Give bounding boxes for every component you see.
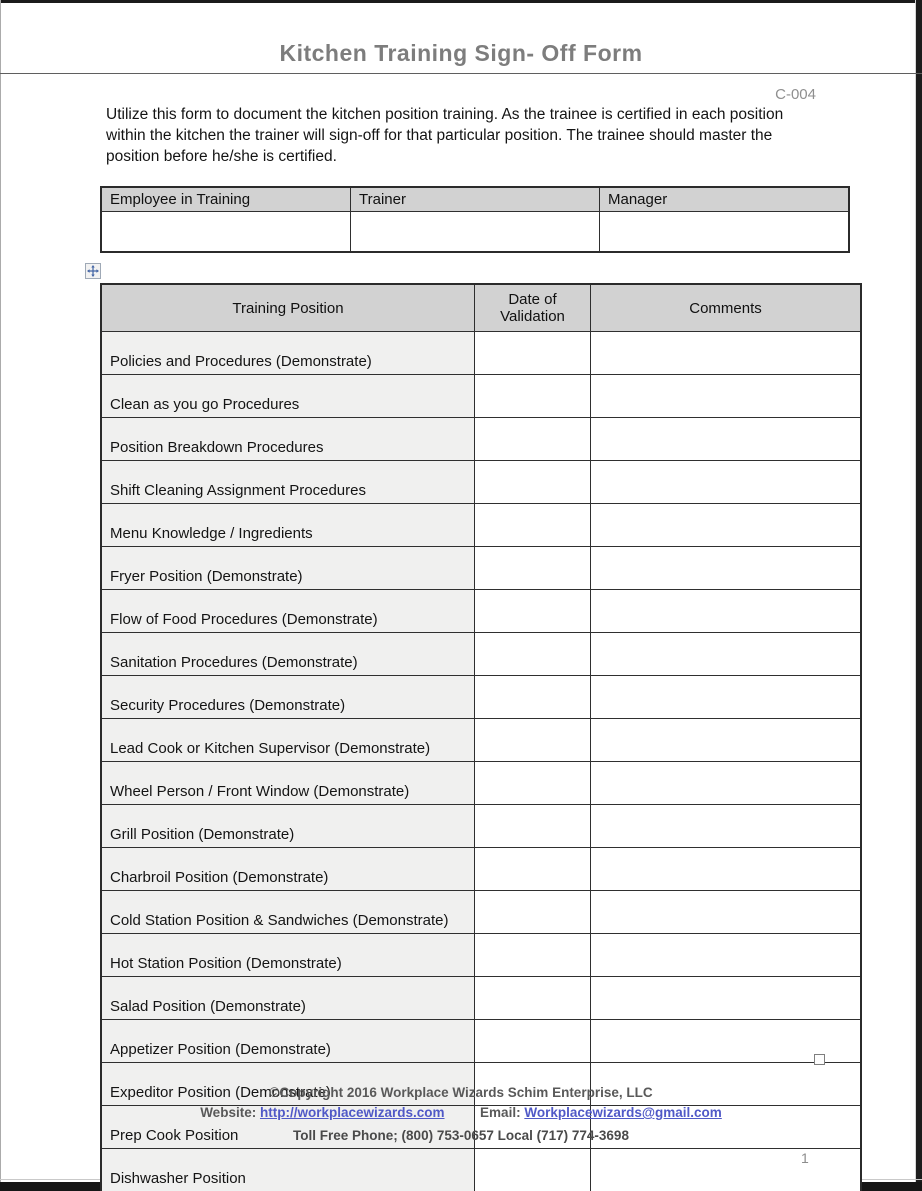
comments-cell[interactable]	[591, 977, 862, 1020]
comments-cell[interactable]	[591, 375, 862, 418]
column-header-manager: Manager	[600, 187, 850, 212]
comments-cell[interactable]	[591, 418, 862, 461]
training-position-label: Salad Position (Demonstrate)	[101, 977, 475, 1020]
manager-name-cell[interactable]	[600, 212, 850, 253]
table-row	[101, 805, 861, 848]
date-of-validation-cell[interactable]	[475, 719, 591, 762]
date-of-validation-cell[interactable]	[475, 633, 591, 676]
table-row	[101, 547, 861, 590]
page-number: 1	[801, 1150, 809, 1166]
table-move-handle[interactable]	[85, 263, 101, 279]
table-row	[101, 461, 861, 504]
table-row	[101, 375, 861, 418]
training-position-label: Flow of Food Procedures (Demonstrate)	[101, 590, 475, 633]
table-row	[101, 891, 861, 934]
comments-cell[interactable]	[591, 762, 862, 805]
trainer-name-cell[interactable]	[351, 212, 600, 253]
column-header-training-position: Training Position	[101, 284, 475, 332]
page-left-edge	[0, 0, 1, 1191]
training-table	[100, 283, 862, 1191]
website-label: Website:	[200, 1105, 257, 1120]
date-of-validation-cell[interactable]	[475, 762, 591, 805]
training-position-label: Clean as you go Procedures	[101, 375, 475, 418]
training-position-label: Menu Knowledge / Ingredients	[101, 504, 475, 547]
comments-cell[interactable]	[591, 504, 862, 547]
email-label: Email:	[480, 1105, 521, 1120]
training-position-label: Lead Cook or Kitchen Supervisor (Demonstrate)	[101, 719, 475, 762]
training-position-label: Appetizer Position (Demonstrate)	[101, 1020, 475, 1063]
intro-paragraph: Utilize this form to document the kitchen position training. As the trainee is certified in each position within the kitchen the trainer will sign-off for that particular position. The trainee should master the position before he/she is certified.	[106, 106, 784, 165]
training-position-label: Policies and Procedures (Demonstrate)	[101, 332, 475, 375]
table-row	[101, 418, 861, 461]
header-divider-line	[0, 73, 922, 74]
employee-name-cell[interactable]	[101, 212, 351, 253]
table-row	[101, 504, 861, 547]
people-table-entry-row	[101, 212, 849, 253]
comments-cell[interactable]	[591, 934, 862, 977]
comments-cell[interactable]	[591, 805, 862, 848]
comments-cell[interactable]	[591, 719, 862, 762]
training-position-label: Fryer Position (Demonstrate)	[101, 547, 475, 590]
date-of-validation-cell[interactable]	[475, 461, 591, 504]
training-position-label: Grill Position (Demonstrate)	[101, 805, 475, 848]
comments-cell[interactable]	[591, 1149, 862, 1191]
training-position-label: Prep Cook Position	[101, 1106, 475, 1149]
training-position-label: Dishwasher Position	[101, 1149, 475, 1191]
comments-cell[interactable]	[591, 848, 862, 891]
email-link[interactable]: Workplacewizards@gmail.com	[524, 1105, 722, 1120]
people-table-header-row	[101, 187, 849, 212]
table-row	[101, 719, 861, 762]
training-position-label: Cold Station Position & Sandwiches (Demonstrate)	[101, 891, 475, 934]
date-of-validation-cell[interactable]	[475, 504, 591, 547]
comments-cell[interactable]	[591, 461, 862, 504]
training-table-header-row	[101, 284, 861, 332]
training-position-label: Shift Cleaning Assignment Procedures	[101, 461, 475, 504]
comments-cell[interactable]	[591, 547, 862, 590]
date-of-validation-cell[interactable]	[475, 805, 591, 848]
people-table	[100, 186, 850, 253]
training-table-body	[101, 332, 861, 1191]
table-resize-handle[interactable]	[814, 1054, 825, 1065]
date-of-validation-cell[interactable]	[475, 332, 591, 375]
column-header-employee: Employee in Training	[101, 187, 351, 212]
table-row	[101, 1149, 861, 1191]
date-of-validation-cell[interactable]	[475, 418, 591, 461]
training-position-label: Wheel Person / Front Window (Demonstrate)	[101, 762, 475, 805]
date-of-validation-cell[interactable]	[475, 1149, 591, 1191]
comments-cell[interactable]	[591, 676, 862, 719]
table-row	[101, 934, 861, 977]
column-header-date-of-validation: Date of Validation	[475, 284, 591, 332]
page-right-edge-soft	[915, 0, 916, 1191]
date-of-validation-cell[interactable]	[475, 891, 591, 934]
table-row	[101, 633, 861, 676]
website-link[interactable]: http://workplacewizards.com	[259, 1105, 445, 1120]
comments-cell[interactable]	[591, 633, 862, 676]
page-right-edge	[916, 0, 922, 1191]
training-position-label: Security Procedures (Demonstrate)	[101, 676, 475, 719]
phone-text: Toll Free Phone; (800) 753-0657 Local (717) 774-3698	[293, 1128, 629, 1143]
date-of-validation-cell[interactable]	[475, 977, 591, 1020]
table-row	[101, 848, 861, 891]
table-row	[101, 332, 861, 375]
training-position-label: Hot Station Position (Demonstrate)	[101, 934, 475, 977]
table-row	[101, 676, 861, 719]
table-row	[101, 977, 861, 1020]
date-of-validation-cell[interactable]	[475, 1020, 591, 1063]
date-of-validation-cell[interactable]	[475, 375, 591, 418]
page-top-edge	[0, 0, 922, 3]
training-position-label: Charbroil Position (Demonstrate)	[101, 848, 475, 891]
date-of-validation-cell[interactable]	[475, 590, 591, 633]
move-cross-icon	[87, 265, 99, 277]
date-of-validation-cell[interactable]	[475, 676, 591, 719]
comments-cell[interactable]	[591, 891, 862, 934]
date-of-validation-cell[interactable]	[475, 547, 591, 590]
comments-cell[interactable]	[591, 590, 862, 633]
date-of-validation-cell[interactable]	[475, 934, 591, 977]
column-header-comments: Comments	[591, 284, 862, 332]
training-position-label: Expeditor Position (Demonstrate)	[101, 1063, 475, 1106]
table-row	[101, 590, 861, 633]
form-code: C-004	[775, 86, 816, 103]
page-title: Kitchen Training Sign- Off Form	[279, 40, 643, 66]
table-row	[101, 762, 861, 805]
contact-line	[0, 1105, 922, 1120]
copyright-text: ©Copyright 2016 Workplace Wizards Schim Enterprise, LLC	[269, 1085, 653, 1100]
training-position-label: Sanitation Procedures (Demonstrate)	[101, 633, 475, 676]
training-position-label: Position Breakdown Procedures	[101, 418, 475, 461]
table-row	[101, 1020, 861, 1063]
date-of-validation-cell[interactable]	[475, 848, 591, 891]
comments-cell[interactable]	[591, 332, 862, 375]
column-header-trainer: Trainer	[351, 187, 600, 212]
page-footer	[0, 1085, 922, 1143]
